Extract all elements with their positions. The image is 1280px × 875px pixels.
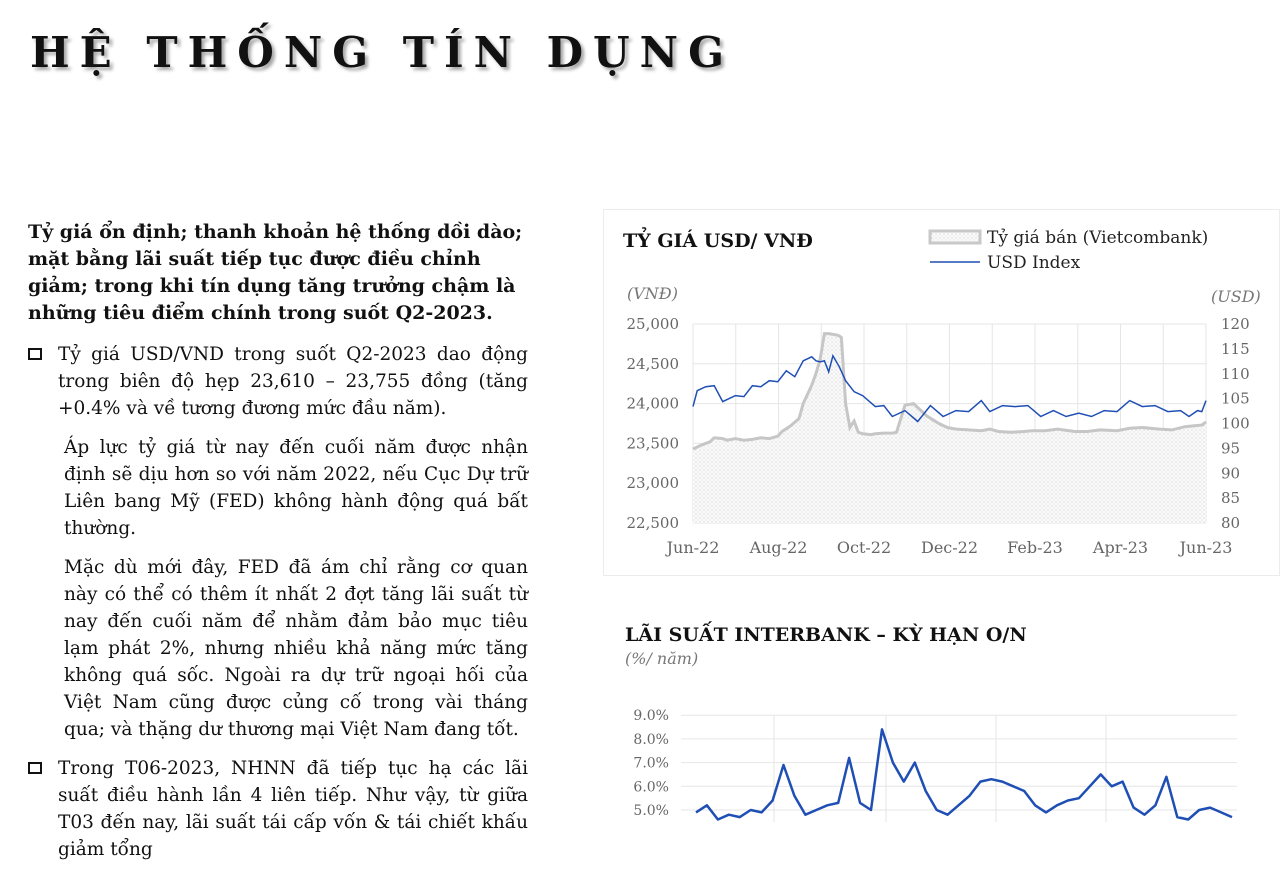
checkbox-bullet-icon (28, 762, 42, 774)
x-tick-label: Aug-22 (749, 538, 808, 557)
chart-title: TỶ GIÁ USD/ VNĐ (623, 230, 813, 252)
page-title: HỆ THỐNG TÍN DỤNG (30, 28, 734, 77)
y-axis-unit: (VNĐ) (627, 284, 678, 303)
y-tick-label: 23,000 (626, 474, 679, 493)
text-column (28, 219, 528, 875)
x-tick-label: Feb-23 (1007, 538, 1063, 557)
y2-tick-label: 95 (1221, 439, 1241, 458)
y2-tick-label: 80 (1221, 514, 1241, 532)
y-tick-label: 5.0% (633, 803, 669, 819)
exchange-rate-chart (603, 209, 1280, 576)
bullet-item (28, 755, 528, 863)
x-tick-label: Apr-23 (1092, 538, 1149, 557)
paragraph: Mặc dù mới đây, FED đã ám chỉ rằng cơ quan này có thể có thêm ít nhất 2 đợt tăng lãi suất từ nay đến cuối năm để nhằm đảm bảo mục tiêu lạm phát 2%, nhưng nhiều khả năng mức tăng không quá sốc. Ngoài ra dự trữ ngoại hối của Việt Nam cũng được củng cố trong vài tháng qua; và thặng dư thương mại Việt Nam đang tốt. (64, 557, 528, 740)
interbank-rate-line (696, 729, 1232, 819)
y2-tick-label: 115 (1221, 339, 1250, 358)
bullet-item (28, 341, 528, 422)
y2-axis-unit: (USD) (1211, 287, 1261, 306)
y-tick-label: 8.0% (633, 731, 669, 748)
lead-paragraph: Tỷ giá ổn định; thanh khoản hệ thống dồi dào; mặt bằng lãi suất tiếp tục được điều chỉnh giảm; trong khi tín dụng tăng trưởng chậm là những tiêu điểm chính trong suốt Q2-2023. (28, 221, 523, 324)
y2-tick-label: 100 (1221, 414, 1250, 433)
x-tick-label: Oct-22 (836, 538, 892, 557)
interbank-rate-chart (603, 600, 1280, 822)
legend-label: Tỷ giá bán (Vietcombank) (987, 228, 1209, 248)
paragraph: Áp lực tỷ giá từ nay đến cuối năm được nhận định sẽ dịu hơn so với năm 2022, nếu Cục Dự trữ Liên bang Mỹ (FED) không hành động quá bất thường. (64, 437, 528, 539)
y-tick-label: 23,500 (626, 434, 679, 453)
y2-tick-label: 105 (1221, 389, 1250, 408)
chart-title: LÃI SUẤT INTERBANK – KỲ HẠN O/N (625, 624, 1027, 646)
bullet-text: Tỷ giá USD/VND trong suốt Q2-2023 dao động trong biên độ hẹp 23,610 – 23,755 đồng (tăng +0.4% và về tương đương mức đầu năm). (58, 344, 528, 419)
y2-tick-label: 120 (1221, 315, 1250, 333)
legend-label: USD Index (987, 253, 1081, 273)
x-tick-label: Jun-23 (1179, 538, 1233, 557)
bullet-text: Trong T06-2023, NHNN đã tiếp tục hạ các lãi suất điều hành lần 4 liên tiếp. Như vậy, từ giữa T03 đến nay, lãi suất tái cấp vốn & tái chiết khấu giảm tổng (58, 758, 528, 860)
y-axis-unit: (%/ năm) (625, 649, 699, 668)
y2-tick-label: 90 (1221, 464, 1241, 483)
y-tick-label: 9.0% (633, 708, 669, 725)
y-tick-label: 7.0% (633, 755, 669, 772)
y2-tick-label: 110 (1221, 364, 1250, 383)
y2-tick-label: 85 (1221, 489, 1241, 508)
y-tick-label: 25,000 (626, 315, 679, 333)
checkbox-bullet-icon (28, 348, 42, 360)
y-tick-label: 22,500 (626, 514, 679, 532)
x-tick-label: Jun-22 (666, 538, 720, 557)
legend-swatch-area (930, 231, 980, 243)
y-tick-label: 6.0% (633, 779, 669, 796)
x-tick-label: Dec-22 (920, 538, 979, 557)
y-tick-label: 24,500 (626, 354, 679, 373)
y-tick-label: 24,000 (626, 394, 679, 413)
